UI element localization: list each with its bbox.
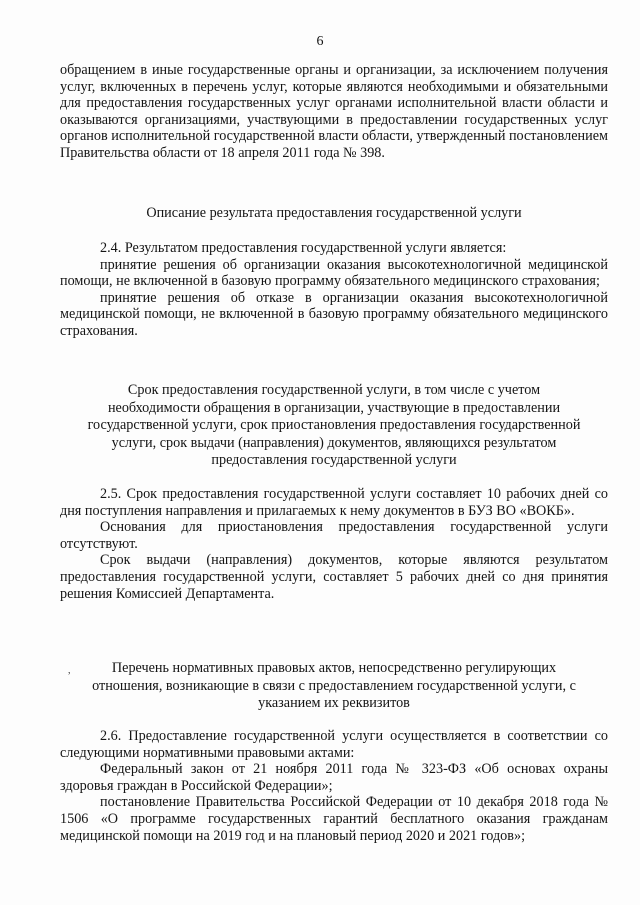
acts-heading-line: указанием их реквизитов (258, 695, 410, 711)
section-acts-heading (60, 660, 608, 713)
term-heading-line: государственной услуги, срок приостановления предоставления государственной (87, 417, 581, 433)
page-number: 6 (316, 34, 324, 49)
result-paragraph-intro: 2.4. Результатом предоставления государственной услуги является: (100, 240, 507, 256)
section-acts-body (60, 728, 608, 844)
term-paragraph-issuance: Срок выдачи (направления) документов, которые являются результатом предоставления государственной услуги, составляет 5 рабочих дней со дня принятия решения Комиссией Департамента. (60, 552, 608, 602)
intro-paragraph: обращением в иные государственные органы и организации, за исключением получения услуг, включенных в перечень услуг, которые являются необходимыми и обязательными для предоставления государственных услуг органами исполнительной власти области и оказываются организациями, участвующими в предоставлении государственных услуг органов исполнительной государственной власти области, утвержденный постановлением Правительства области от 18 апреля 2011 года № 398. (60, 62, 608, 161)
scan-mark: , (68, 665, 71, 676)
term-paragraph-duration: 2.5. Срок предоставления государственной услуги составляет 10 рабочих дней со дня поступления направления и прилагаемых к нему документов в БУЗ ВО «ВОКБ». (60, 486, 608, 519)
term-heading-line: Срок предоставления государственной услуги, в том числе с учетом (127, 382, 541, 398)
result-paragraph-refuse: принятие решения об отказе в организации оказания высокотехнологичной медицинской помощи, не включенной в базовую программу обязательного медицинского страхования. (60, 289, 608, 339)
section-term-heading (60, 382, 608, 470)
acts-heading-line: отношения, возникающие в связи с предоставлением государственной услуги, с (92, 677, 576, 694)
acts-paragraph-federal-law: Федеральный закон от 21 ноября 2011 года № 323-ФЗ «Об основах охраны здоровья граждан в Российской Федерации»; (60, 761, 608, 794)
section-result-heading (60, 205, 608, 223)
term-heading-line: услуги, срок выдачи (направления) документов, являющихся результатом (111, 434, 557, 451)
term-heading-line: необходимости обращения в организации, участвующие в предоставлении (107, 399, 561, 416)
result-paragraph-approve: принятие решения об организации оказания высокотехнологичной медицинской помощи, не включенной в базовую программу обязательного медицинского страхования; (60, 256, 608, 290)
acts-paragraph-government-resolution: постановление Правительства Российской Федерации от 10 декабря 2018 года № 1506 «О программе государственных гарантий бесплатного оказания гражданам медицинской помощи на 2019 год и на плановый период 2020 и 2021 годов»; (60, 794, 608, 844)
section-term-body (60, 486, 608, 602)
section-result-heading-text: Описание результата предоставления государственной услуги (146, 205, 522, 221)
acts-heading-line: Перечень нормативных правовых актов, непосредственно регулирующих (111, 660, 557, 676)
term-heading-line: предоставления государственной услуги (211, 452, 457, 468)
intro-paragraph-block (60, 62, 608, 162)
section-result-body (60, 240, 608, 340)
acts-paragraph-intro: 2.6. Предоставление государственной услуги осуществляется в соответствии со следующими нормативными правовыми актами: (60, 728, 608, 761)
term-paragraph-suspension: Основания для приостановления предоставления государственной услуги отсутствуют. (60, 519, 608, 552)
